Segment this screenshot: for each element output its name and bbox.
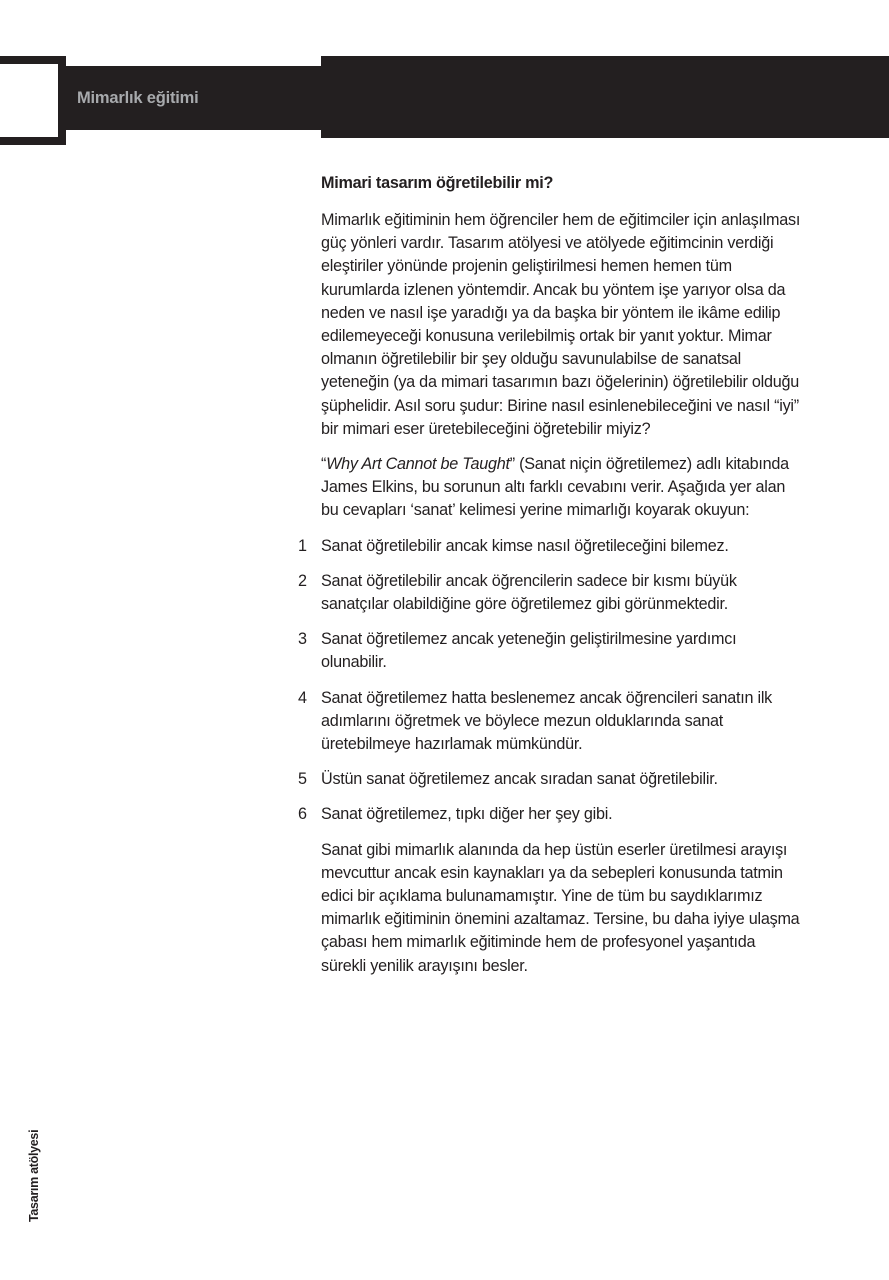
list-number: 6 bbox=[298, 805, 307, 824]
list-text: Sanat öğretilebilir ancak kimse nasıl öğretileceğini bilemez. bbox=[321, 536, 729, 555]
list-number: 5 bbox=[298, 770, 307, 789]
book-paragraph-text: ” (Sanat niçin öğretilemez) adlı kitabında James Elkins, bu sorunun altı farklı cevabını verir. Aşağıda yer alan bu cevapları ‘sanat’ kelimesi yerine mimarlığı koyarak okuyun: bbox=[321, 455, 789, 520]
list-text: Sanat öğretilemez ancak yeteneğin geliştirilmesine yardımcı olunabilir. bbox=[321, 630, 737, 672]
list-text: Üstün sanat öğretilemez ancak sıradan sanat öğretilebilir. bbox=[321, 770, 718, 789]
list-item bbox=[298, 570, 801, 616]
list-item bbox=[298, 628, 801, 674]
list-number: 2 bbox=[298, 571, 307, 590]
answers-list bbox=[298, 535, 801, 827]
list-item bbox=[298, 803, 801, 826]
list-text: Sanat öğretilemez, tıpkı diğer her şey gibi. bbox=[321, 805, 613, 824]
header-frame-decoration bbox=[0, 56, 66, 145]
chapter-title: Mimarlık eğitimi bbox=[77, 89, 199, 107]
book-paragraph bbox=[321, 453, 801, 523]
list-number: 3 bbox=[298, 630, 307, 649]
side-section-label: Tasarım atölyesi bbox=[27, 1129, 41, 1222]
list-text: Sanat öğretilebilir ancak öğrencilerin sadece bir kısmı büyük sanatçılar olabildiğine göre öğretilemez gibi görünmektedir. bbox=[321, 571, 737, 614]
closing-paragraph: Sanat gibi mimarlık alanında da hep üstün eserler üretilmesi arayışı mevcuttur ancak esin kaynakları ya da sebepleri konusunda tatmin edici bir açıklama bulunamamıştır. Yine de tüm bu saydıklarımız mimarlık eğitiminin önemini azaltamaz. Tersine, bu daha iyiye ulaşma çabası hem mimarlık eğitiminde hem de profesyonel yaşantıda sürekli yenilik arayışını besler. bbox=[321, 840, 800, 975]
chapter-header-band bbox=[65, 66, 321, 130]
list-item bbox=[298, 768, 801, 791]
list-text: Sanat öğretilemez hatta beslenemez ancak öğrencileri sanatın ilk adımlarını öğretmek ve böylece mezun olduklarında sanat üretebilmeye hazırlamak mümkündür. bbox=[321, 688, 773, 754]
intro-paragraph: Mimarlık eğitiminin hem öğrenciler hem de eğitimciler için anlaşılması güç yönleri vardır. Tasarım atölyesi ve atölyede eğitimcinin verdiği eleştiriler yönünde projenin geliştirilmesi hemen hemen tüm kurumlarda izlenen yöntemdir. Ancak bu yöntem işe yarıyor olsa da neden ve nasıl işe yaradığı ya da başka bir yöntem ile ikâme edilip edilemeyeceği konusuna verilebilmiş ortak bir yanıt yoktur. Mimar olmanın öğretilebilir bir şey olduğu savunulabilse de sanatsal yeteneğin (ya da mimari tasarımın bazı öğelerinin) öğretilebilir olduğu şüphelidir. Asıl soru şudur: Birine nasıl esinlenebileceğini ve nasıl “iyi” bir mimari eser üretebileceğini öğretebilir miyiz? bbox=[321, 211, 801, 438]
section-title: Mimari tasarım öğretilebilir mi? bbox=[321, 174, 554, 192]
list-number: 1 bbox=[298, 536, 307, 555]
list-item bbox=[298, 687, 801, 757]
list-number: 4 bbox=[298, 688, 307, 707]
main-content bbox=[298, 172, 801, 990]
quote-open: “ bbox=[321, 455, 327, 474]
book-title: Why Art Cannot be Taught bbox=[326, 455, 510, 474]
list-item bbox=[298, 535, 801, 558]
header-block-decoration bbox=[321, 56, 889, 138]
